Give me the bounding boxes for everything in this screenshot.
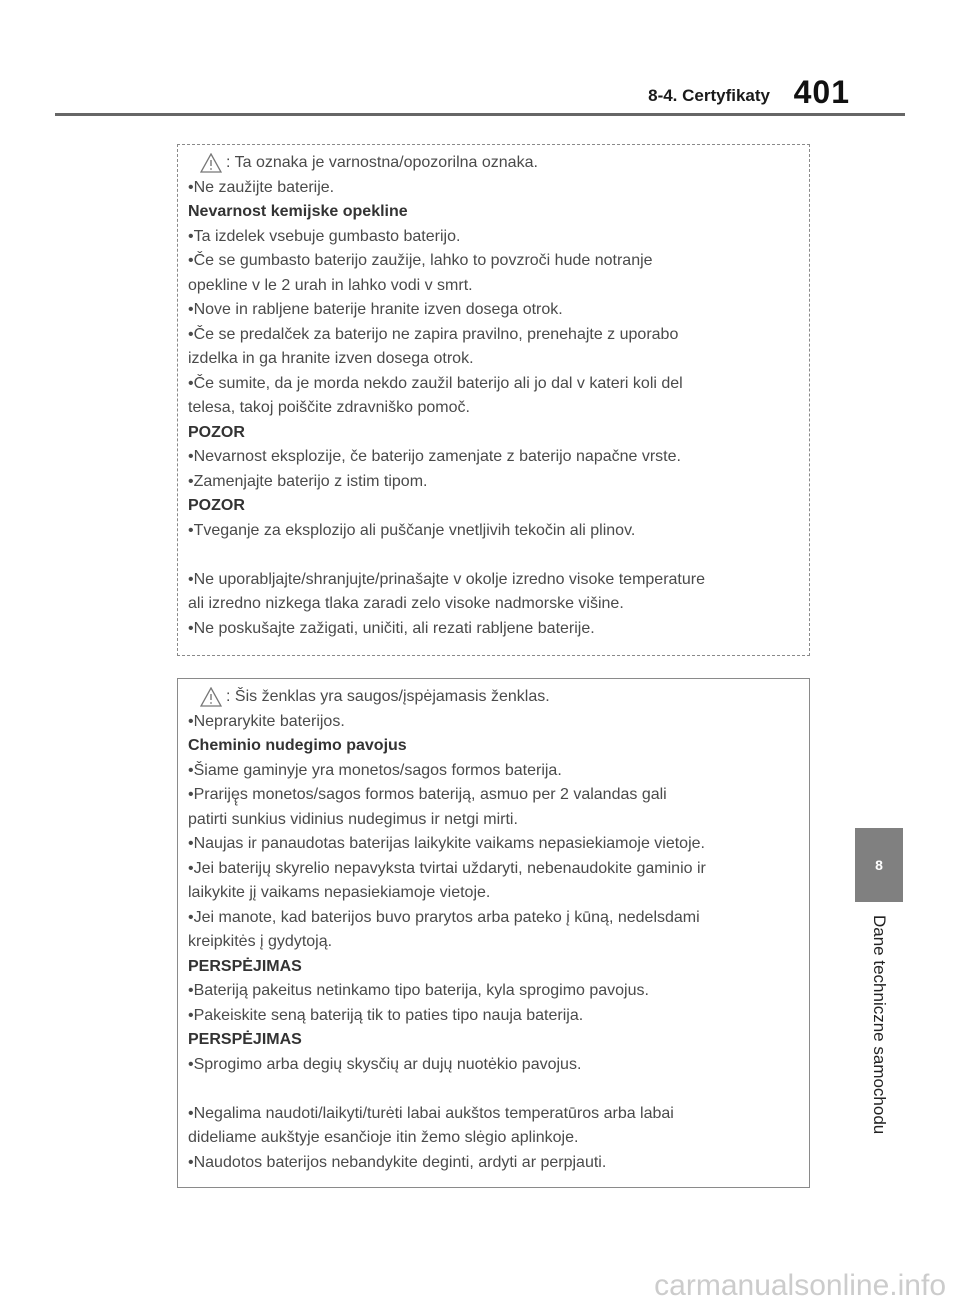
text-line: telesa, takoj poiščite zdravniško pomoč. [188, 399, 470, 416]
text-line: •Zamenjajte baterijo z istim tipom. [188, 472, 428, 490]
chapter-tab[interactable] [855, 828, 903, 902]
text-line: •Sprogimo arba degių skysčių ar dujų nuotėkio pavojus. [188, 1055, 582, 1073]
section-heading: POZOR [188, 423, 245, 441]
text-line: •Bateriją pakeitus netinkamo tipo baterija, kyla sprogimo pavojus. [188, 982, 649, 999]
chapter-number: 8 [875, 857, 883, 873]
text-line: •Če se gumbasto baterijo zaužije, lahko to povzroči hude notranje [188, 252, 653, 269]
warning-triangle-icon [200, 153, 222, 173]
blank-line [188, 1077, 799, 1102]
text-line: •Tveganje za eksplozijo ali puščanje vnetljivih tekočin ali plinov. [188, 521, 636, 539]
section-heading: POZOR [188, 497, 245, 514]
text-line: dideliame aukštyje esančioje itin žemo slėgio aplinkoje. [188, 1129, 579, 1146]
warning-symbol-text: : Šis ženklas yra saugos/įspėjamasis ženklas. [226, 688, 550, 705]
lithuanian-warning-box [177, 678, 810, 1188]
warning-triangle-icon [200, 687, 222, 707]
section-heading: Cheminio nudegimo pavojus [188, 737, 407, 754]
text-line: ali izredno nizkega tlaka zaradi zelo visoke nadmorske višine. [188, 595, 624, 612]
text-line: •Naujas ir panaudotas baterijas laikykite vaikams nepasiekiamoje vietoje. [188, 835, 705, 852]
text-line: opekline v le 2 urah in lahko vodi v smrt. [188, 276, 473, 294]
text-line: •Jei manote, kad baterijos buvo prarytos arba pateko į kūną, nedelsdami [188, 908, 700, 926]
text-line: •Pakeiskite seną bateriją tik to paties tipo nauja baterija. [188, 1006, 584, 1024]
text-line: •Ne zaužijte baterije. [188, 178, 335, 196]
text-line: •Nevarnost eksplozije, če baterijo zamenjate z baterijo napačne vrste. [188, 448, 681, 465]
text-line: •Neprarykite baterijos. [188, 712, 345, 730]
page-number: 401 [793, 74, 850, 110]
warning-symbol-line [188, 151, 799, 176]
section-heading: Nevarnost kemijske opekline [188, 203, 408, 220]
text-line: •Prariję̨s monetos/sagos formos bateriją, asmuo per 2 valandas gali [188, 786, 667, 803]
text-line: •Ta izdelek vsebuje gumbasto baterijo. [188, 227, 461, 245]
text-line: kreipkitės į gydytoją. [188, 933, 333, 950]
text-line: •Ne uporabljajte/shranjujte/prinašajte v okolje izredno visoke temperature [188, 570, 705, 588]
section-heading: PERSPĖJIMAS [188, 1031, 302, 1048]
text-line: •Negalima naudoti/laikyti/turėti labai aukštos temperatūros arba labai [188, 1104, 674, 1122]
blank-line [188, 543, 799, 568]
text-line: •Nove in rabljene baterije hranite izven dosega otrok. [188, 301, 563, 318]
text-line: •Šiame gaminyje yra monetos/sagos formos baterija. [188, 761, 562, 779]
text-line: izdelka in ga hranite izven dosega otrok. [188, 350, 474, 367]
chapter-side-label [842, 915, 916, 1155]
slovenian-warning-box [177, 144, 810, 656]
warning-symbol-line [188, 685, 799, 710]
text-line: •Če se predalček za baterijo ne zapira pravilno, prenehajte z uporabo [188, 325, 679, 343]
text-line: •Če sumite, da je morda nekdo zaužil baterijo ali jo dal v kateri koli del [188, 374, 683, 392]
text-line: •Naudotos baterijos nebandykite deginti, ardyti ar perpjauti. [188, 1153, 607, 1171]
section-title: 8-4. Certyfikaty [648, 86, 770, 105]
header-divider [55, 113, 905, 116]
watermark: carmanualsonline.info [654, 1269, 946, 1302]
text-line: •Jei baterijų skyrelio nepavyksta tvirtai uždaryti, nebenaudokite gaminio ir [188, 859, 706, 877]
warning-symbol-text: : Ta oznaka je varnostna/opozorilna oznaka. [226, 154, 538, 171]
chapter-title: Dane techniczne samochodu [870, 915, 889, 1135]
section-heading: PERSPĖJIMAS [188, 957, 302, 975]
text-line: •Ne poskušajte zažigati, uničiti, ali rezati rabljene baterije. [188, 619, 595, 637]
text-line: laikykite jį vaikams nepasiekiamoje vietoje. [188, 884, 491, 901]
text-line: patirti sunkius vidinius nudegimus ir netgi mirti. [188, 810, 518, 828]
